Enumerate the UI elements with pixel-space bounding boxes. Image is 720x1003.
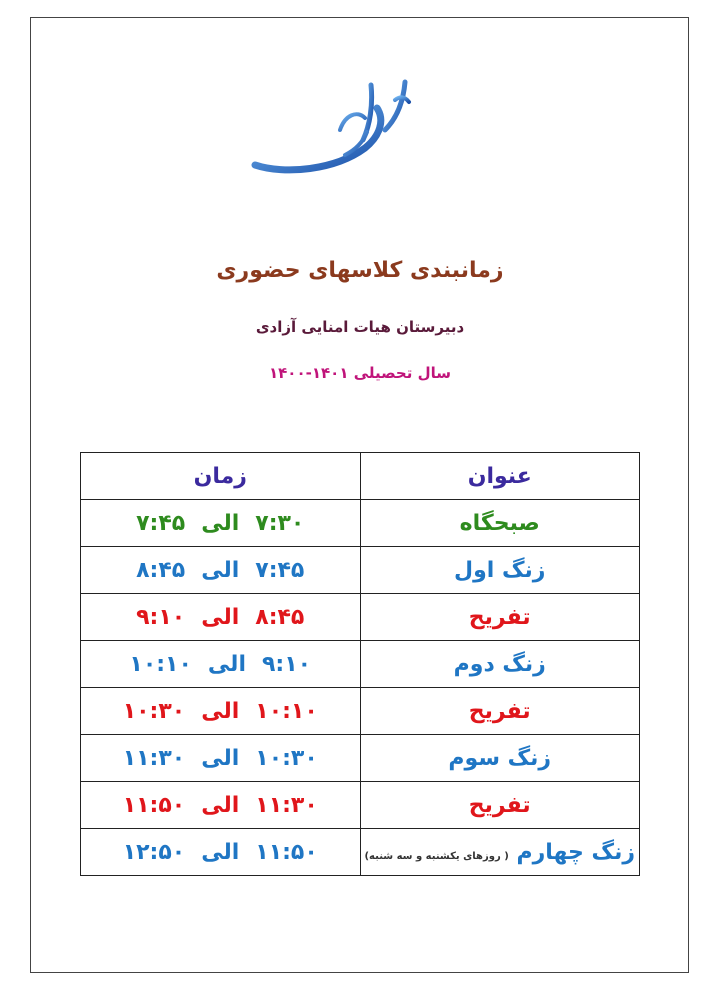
time-sep: الی (201, 557, 240, 583)
row-time (81, 688, 361, 735)
table-row (81, 782, 640, 829)
row-title: زنگ چهارم ( روزهای یکشنبه و سه شنبه) (360, 829, 640, 876)
time-sep: الی (201, 839, 240, 865)
table-row (81, 547, 640, 594)
time-end: ۱۱:۵۰ (122, 792, 186, 818)
row-time (81, 594, 361, 641)
time-start: ۷:۳۰ (255, 510, 305, 536)
row-time (81, 641, 361, 688)
table-row (81, 500, 640, 547)
time-start: ۹:۱۰ (261, 651, 312, 677)
table-row (81, 688, 640, 735)
time-sep: الی (201, 510, 240, 536)
page-title: زمانبندی کلاسهای حضوری (216, 258, 504, 283)
time-sep: الی (201, 604, 240, 630)
row-title: زنگ سوم (360, 735, 640, 782)
school-year: سال تحصیلی ۱۴۰۱-۱۴۰۰ (269, 364, 451, 382)
time-end: ۸:۴۵ (136, 557, 186, 583)
row-time (81, 782, 361, 829)
row-time (81, 500, 361, 547)
row-time (81, 735, 361, 782)
schedule-table (80, 452, 640, 876)
bismillah-logo (245, 70, 425, 180)
table-row (81, 641, 640, 688)
time-sep: الی (201, 745, 240, 771)
time-start: ۱۰:۱۰ (255, 698, 318, 724)
table-row (81, 594, 640, 641)
time-sep: الی (201, 698, 240, 724)
row-title: زنگ اول (360, 547, 640, 594)
row-title: صبحگاه (360, 500, 640, 547)
time-end: ۱۲:۵۰ (122, 839, 186, 865)
time-start: ۱۱:۳۰ (255, 792, 318, 818)
header-time: زمان (81, 453, 361, 500)
time-sep: الی (201, 792, 240, 818)
table-header-row (81, 453, 640, 500)
row-title: تفریح (360, 688, 640, 735)
time-start: ۷:۴۵ (255, 557, 305, 583)
row-title: تفریح (360, 782, 640, 829)
row-title: زنگ دوم (360, 641, 640, 688)
table-row (81, 735, 640, 782)
time-end: ۱۱:۳۰ (122, 745, 186, 771)
table-row (81, 829, 640, 876)
time-start: ۱۰:۳۰ (255, 745, 318, 771)
time-start: ۱۱:۵۰ (255, 839, 318, 865)
row-note: ( روزهای یکشنبه و سه شنبه) (364, 850, 509, 862)
time-end: ۷:۴۵ (136, 510, 186, 536)
row-title: تفریح (360, 594, 640, 641)
time-end: ۱۰:۱۰ (129, 651, 192, 677)
header-title: عنوان (360, 453, 640, 500)
time-end: ۹:۱۰ (136, 604, 186, 630)
time-sep: الی (207, 651, 246, 677)
row-time (81, 829, 361, 876)
school-name: دبیرستان هیات امنایی آزادی (255, 318, 465, 336)
time-end: ۱۰:۳۰ (122, 698, 186, 724)
time-start: ۸:۴۵ (255, 604, 305, 630)
row-time (81, 547, 361, 594)
